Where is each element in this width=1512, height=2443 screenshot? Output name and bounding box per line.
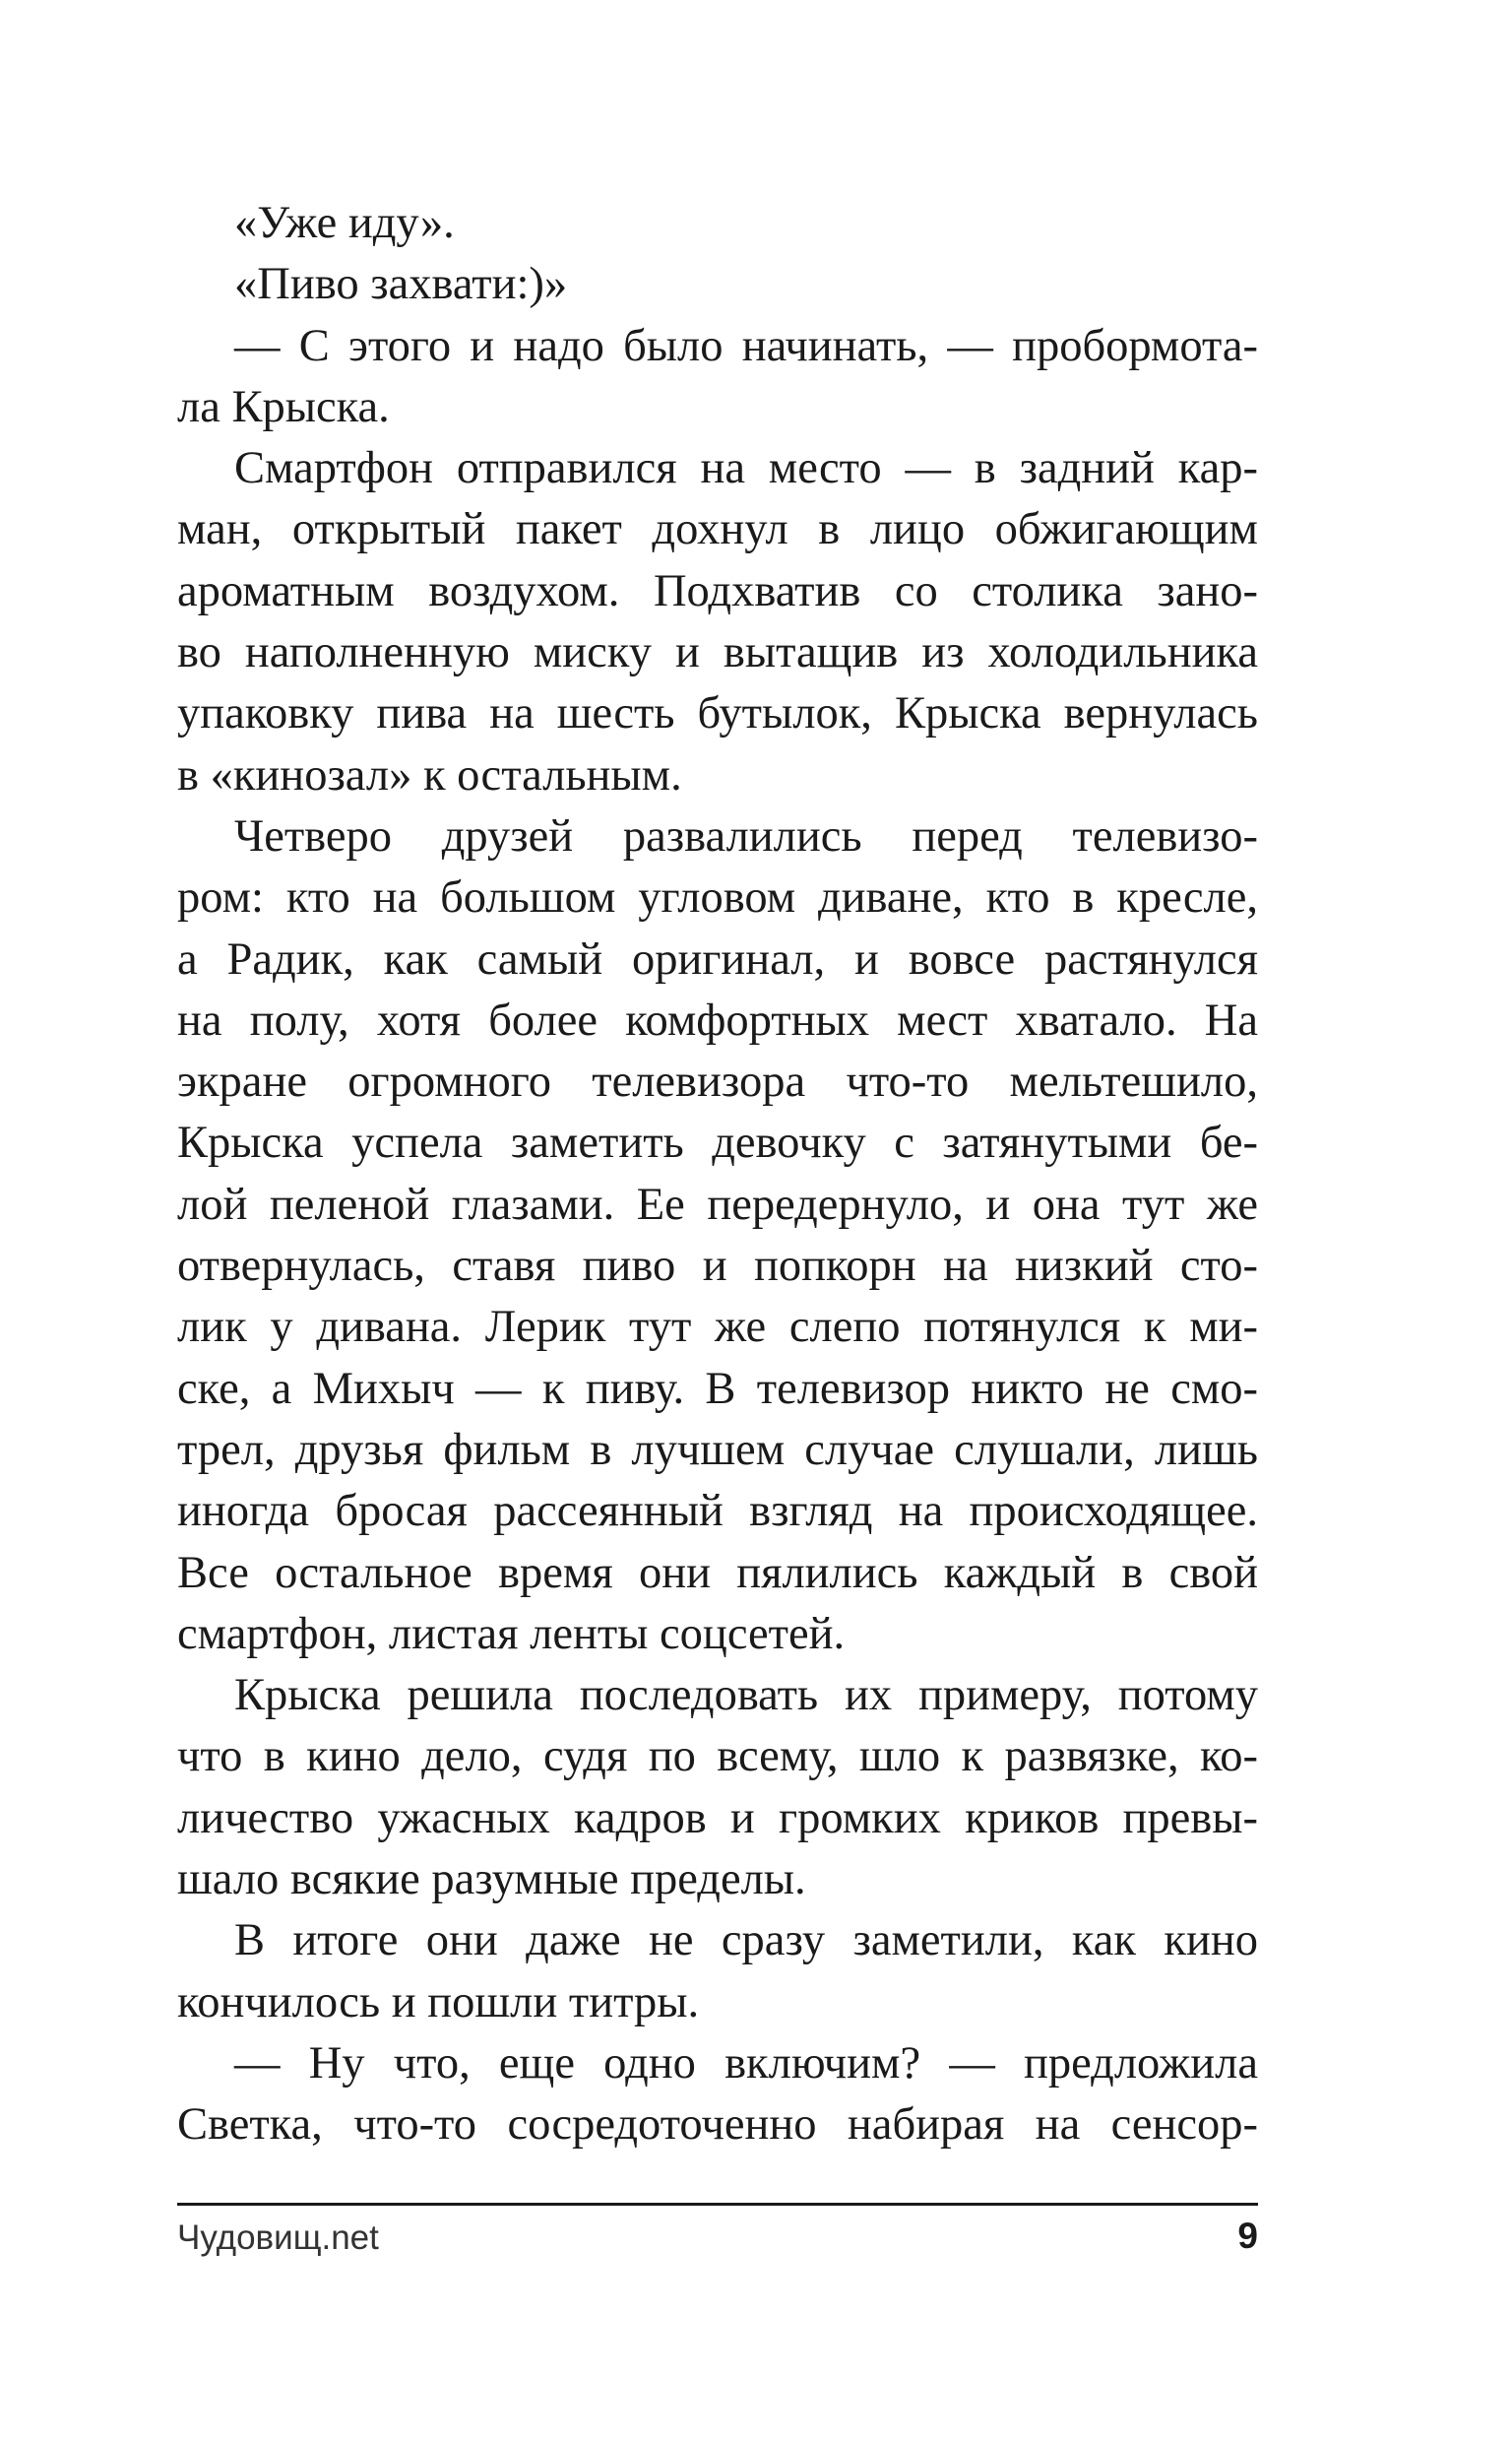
text-line: упаковку пива на шесть бутылок, Крыска вернулась xyxy=(177,688,1258,739)
text-line: — Ну что, еще одно включим? — предложила xyxy=(234,2037,1258,2089)
text-line: «Уже иду». xyxy=(234,198,455,248)
text-line: трел, друзья фильм в лучшем случае слушали, лишь xyxy=(177,1424,1258,1475)
text-line: Четверо друзей развалились перед телевизо- xyxy=(234,810,1258,862)
text-line: В итоге они даже не сразу заметили, как кино xyxy=(234,1915,1258,1966)
text-line: кончилось и пошли титры. xyxy=(177,1976,700,2027)
text-line: а Радик, как самый оригинал, и вовсе растянулся xyxy=(177,933,1258,985)
text-line: иногда бросая рассеянный взгляд на происходящее. xyxy=(177,1486,1258,1537)
text-line: Все остальное время они пялились каждый в свой xyxy=(177,1547,1258,1598)
text-line: экране огромного телевизора что-то мельтешило, xyxy=(177,1057,1258,1108)
page-number: 9 xyxy=(1237,2216,1258,2256)
text-line: ароматным воздухом. Подхватив со столика зано- xyxy=(177,565,1258,616)
text-line: ла Крыска. xyxy=(177,381,390,432)
text-line: лой пеленой глазами. Ее передернуло, и она тут же xyxy=(177,1179,1258,1230)
text-line: Смартфон отправился на место — в задний кар- xyxy=(234,443,1258,494)
text-line: отвернулась, ставя пиво и попкорн на низкий сто- xyxy=(177,1241,1258,1292)
text-line: в «кинозал» к остальным. xyxy=(177,749,682,801)
running-footer-title: Чудовищ.net xyxy=(177,2218,379,2257)
footer-divider xyxy=(177,2203,1258,2206)
page-body xyxy=(177,193,1258,2156)
text-line: смартфон, листая ленты соцсетей. xyxy=(177,1608,846,1659)
text-line: лик у дивана. Лерик тут же слепо потянулся к ми- xyxy=(177,1302,1258,1353)
text-line: что в кино дело, судя по всему, шло к развязке, ко- xyxy=(177,1731,1258,1782)
text-line: «Пиво захвати:)» xyxy=(234,259,568,310)
text-line: личество ужасных кадров и громких криков превы- xyxy=(177,1792,1258,1843)
text-line: — С этого и надо было начинать, — пробормота- xyxy=(234,320,1258,371)
text-line: ман, открытый пакет дохнул в лицо обжигающим xyxy=(177,504,1258,555)
text-line: ске, а Михыч — к пиву. В телевизор никто не смо- xyxy=(177,1363,1258,1414)
text-line: Крыска успела заметить девочку с затянутыми бе- xyxy=(177,1118,1258,1169)
text-line: Светка, что-то сосредоточенно набирая на сенсор- xyxy=(177,2099,1258,2151)
text-line: шало всякие разумные пределы. xyxy=(177,1854,806,1905)
text-line: во наполненную миску и вытащив из холодильника xyxy=(177,627,1258,678)
text-line: ром: кто на большом угловом диване, кто в кресле, xyxy=(177,872,1258,924)
text-line: Крыска решила последовать их примеру, потому xyxy=(234,1670,1258,1721)
text-line: на полу, хотя более комфортных мест хватало. На xyxy=(177,995,1258,1046)
